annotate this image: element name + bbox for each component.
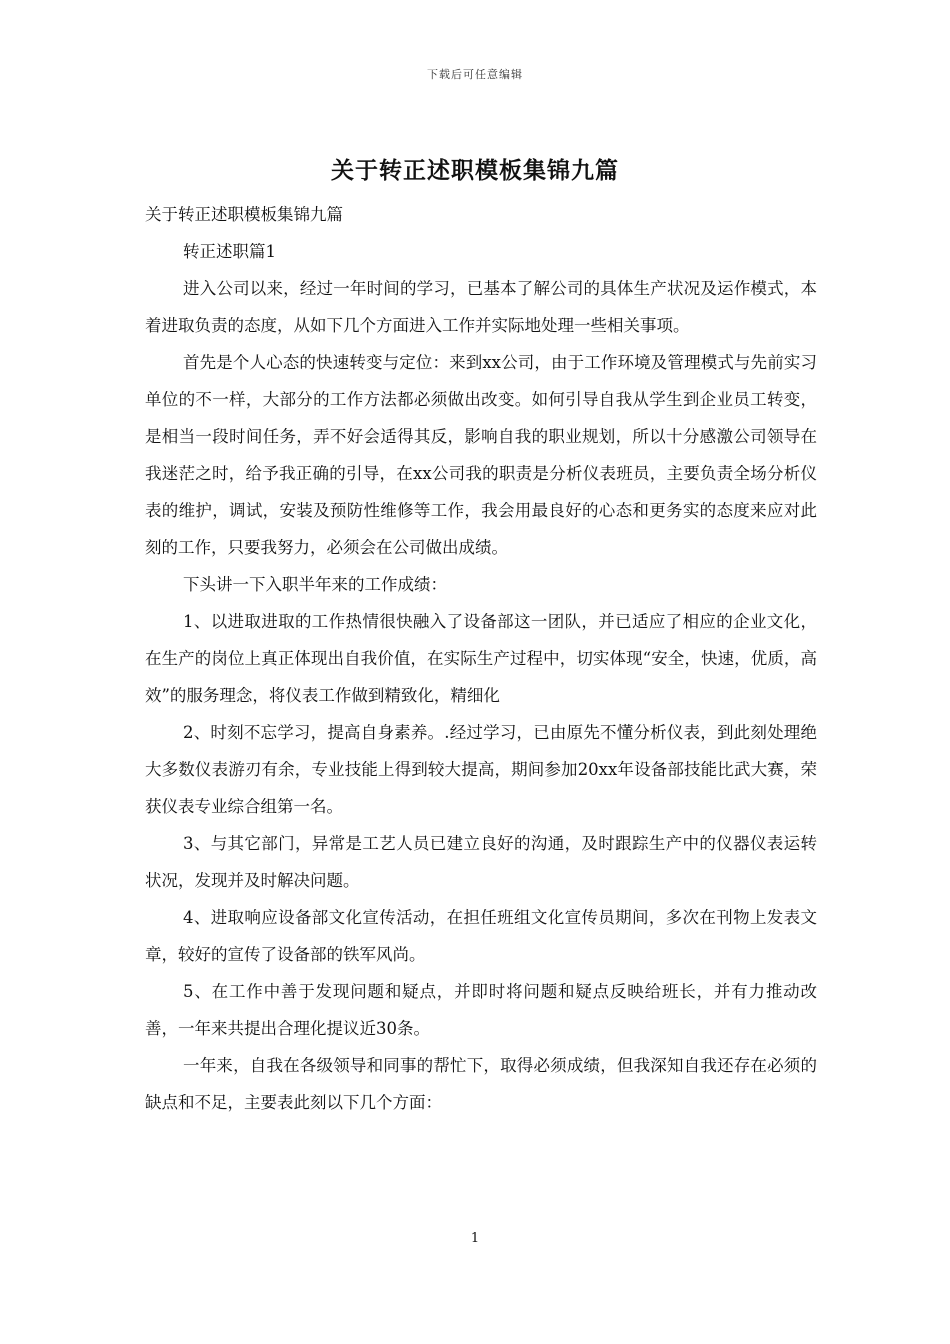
section-heading: 转正述职篇1	[183, 242, 276, 261]
body-paragraph: 下头讲一下入职半年来的工作成绩：	[183, 575, 447, 594]
document-title: 关于转正述职模板集锦九篇	[331, 157, 619, 184]
header-note: 下载后可任意编辑	[427, 68, 523, 81]
list-item: 5、在工作中善于发现问题和疑点，并即时将问题和疑点反映给班长，并有力推动改善，一年来共提出合理化提议近30条。	[145, 982, 817, 1038]
body-paragraph: 进入公司以来，经过一年时间的学习，已基本了解公司的具体生产状况及运作模式，本着进取负责的态度，从如下几个方面进入工作并实际地处理一些相关事项。	[145, 279, 817, 335]
list-item: 2、时刻不忘学习，提高自身素养。.经过学习，已由原先不懂分析仪表，到此刻处理绝大多数仪表游刃有余，专业技能上得到较大提高，期间参加20xx年设备部技能比武大赛，荣获仪表专业综合组第一名。	[145, 723, 817, 816]
list-item: 3、与其它部门，异常是工艺人员已建立良好的沟通，及时跟踪生产中的仪器仪表运转状况，发现并及时解决问题。	[145, 834, 817, 890]
page-number: 1	[470, 1231, 480, 1246]
list-item: 1、以进取进取的工作热情很快融入了设备部这一团队，并已适应了相应的企业文化，在生产的岗位上真正体现出自我价值，在实际生产过程中，切实体现“安全，快速，优质，高效”的服务理念，将仪表工作做到精致化，精细化	[145, 612, 817, 705]
body-paragraph: 首先是个人心态的快速转变与定位：来到xx公司，由于工作环境及管理模式与先前实习单位的不一样，大部分的工作方法都必须做出改变。如何引导自我从学生到企业员工转变，是相当一段时间任务，弄不好会适得其反，影响自我的职业规划，所以十分感激公司领导在我迷茫之时，给予我正确的引导，在xx公司我的职责是分析仪表班员，主要负责全场分析仪表的维护，调试，安装及预防性维修等工作，我会用最良好的心态和更务实的态度来应对此刻的工作，只要我努力，必须会在公司做出成绩。	[145, 353, 817, 557]
body-paragraph: 一年来，自我在各级领导和同事的帮忙下，取得必须成绩，但我深知自我还存在必须的缺点和不足，主要表此刻以下几个方面：	[145, 1056, 817, 1112]
document-body	[145, 196, 817, 1121]
list-item: 4、进取响应设备部文化宣传活动，在担任班组文化宣传员期间，多次在刊物上发表文章，较好的宣传了设备部的铁军风尚。	[145, 908, 817, 964]
body-paragraph: 关于转正述职模板集锦九篇	[145, 205, 343, 224]
